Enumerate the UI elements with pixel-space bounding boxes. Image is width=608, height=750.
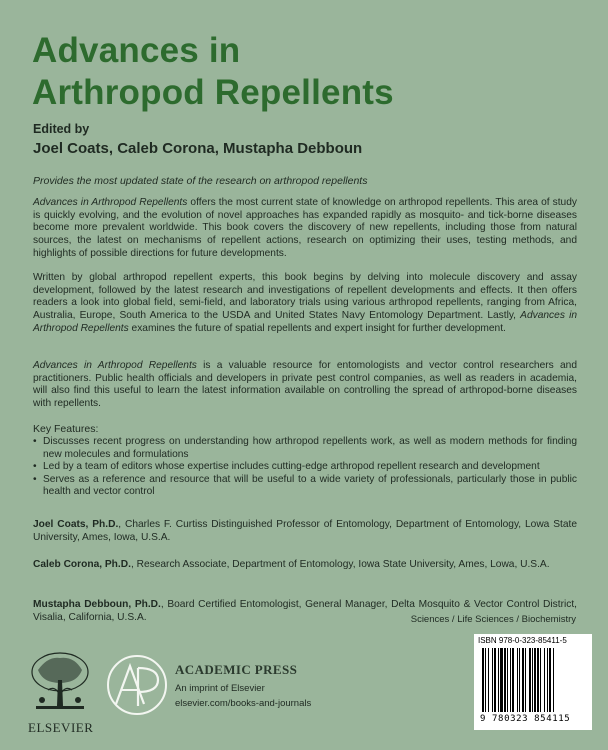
key-feature-item: • Discusses recent progress on understanding how arthropod repellents work, as well as modern methods for finding new molecules and formulations <box>33 436 577 461</box>
subject-classification: Sciences / Life Sciences / Biochemistry <box>410 614 576 625</box>
key-feature-item: • Led by a team of editors whose expertise includes cutting-edge arthropod repellent research and development <box>33 461 577 474</box>
editors-names: Joel Coats, Caleb Corona, Mustapha Debboun <box>33 140 363 157</box>
isbn-digits: 9 780323 854115 <box>480 714 571 724</box>
book-title-italic: Advances in Arthropod Repellents <box>33 360 197 371</box>
title-line-2: Arthropod Repellents <box>32 73 394 112</box>
editor-bio-corona <box>33 559 577 572</box>
paragraph-text: offers the most current state of knowledge on arthropod repellents. This area of study is quickly evolving, and the evolution of novel approaches has expanded rapidly as mosquito- and tick-borne diseases become more prevalent worldwide. This book covers the discovery of new repellents, including those from natural sources, the latest on mechanisms of repellent actions, research on optimizing their uses, testing methods, and highlights of possible directions for future developments. <box>33 197 577 259</box>
publisher-name: ACADEMIC PRESS <box>175 662 298 677</box>
academic-press-logo-icon <box>106 654 168 716</box>
editor-name: Joel Coats, Ph.D. <box>33 519 119 530</box>
editor-description: , Board Certified Entomologist, General Manager, Delta Mosquito & Vector Control District, Visalia, California, U.S.A. <box>33 599 577 623</box>
edited-by-label: Edited by <box>33 122 90 136</box>
key-features-heading: Key Features: <box>33 423 99 435</box>
editor-description: , Research Associate, Department of Entomology, Iowa State University, Ames, Lowa, U.S.A. <box>130 559 550 570</box>
editor-description: , Charles F. Curtiss Distinguished Professor of Entomology, Department of Entomology, Lowa State University, Ames, Iowa, U.S.A. <box>33 519 577 543</box>
elsevier-tree-logo-icon <box>28 650 92 722</box>
description-paragraph-2 <box>33 272 577 336</box>
barcode-icon <box>482 648 584 712</box>
publisher-url[interactable]: elsevier.com/books-and-journals <box>175 698 312 709</box>
key-features-list <box>33 436 577 499</box>
description-paragraph-3 <box>33 360 577 411</box>
description-paragraph-1 <box>33 197 577 261</box>
isbn-label: ISBN 978-0-323-85411-5 <box>478 636 567 645</box>
editor-bio-coats <box>33 519 577 544</box>
book-title-italic: Advances in Arthropod Repellents <box>33 197 188 208</box>
editor-name: Caleb Corona, Ph.D. <box>33 559 131 570</box>
editor-name: Mustapha Debboun, Ph.D. <box>33 599 161 610</box>
tagline: Provides the most updated state of the research on arthropod repellents <box>33 175 368 187</box>
book-title-italic: Advances in Arthropod Repellents <box>33 310 577 334</box>
paragraph-text: Written by global arthropod repellent experts, this book begins by delving into molecule discovery and assay development, followed by the latest research and investigations of repellent developments and effects. It then offers readers a look into global field, semi-field, and laboratory trials using various arthropod repellents, ranging from Africa, Australia, Europe, South America to the USDA and United States Navy Entomology Department. Lastly, <box>33 272 577 322</box>
book-title <box>32 30 394 114</box>
publisher-imprint: An imprint of Elsevier <box>175 683 265 694</box>
isbn-barcode <box>474 634 592 730</box>
title-line-1: Advances in <box>32 31 241 70</box>
paragraph-text: examines the future of spatial repellents and expert insight for further development. <box>128 322 506 334</box>
elsevier-wordmark: ELSEVIER <box>28 720 94 735</box>
key-feature-item: • Serves as a reference and resource that will be useful to a wide variety of professionals, particularly those in public health and vector control <box>33 474 577 499</box>
paragraph-text: is a valuable resource for entomologists and vector control researchers and practitioners. Public health officials and developers in private pest control companies, as well as readers in academia, will also find this useful to learn the latest information available on controlling the spread of arthropod-borne diseases with repellents. <box>33 360 577 410</box>
